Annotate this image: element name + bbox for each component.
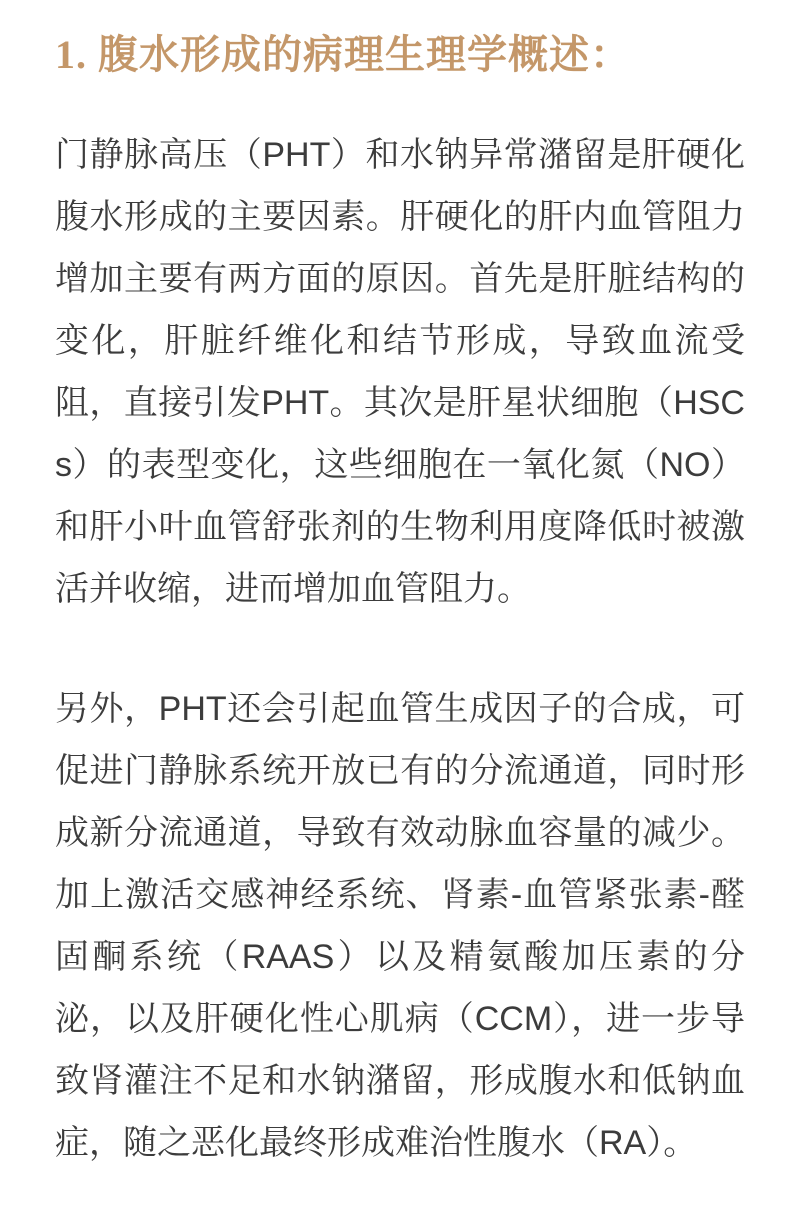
paragraph-pathophysiology-overview: 门静脉高压（PHT）和水钠异常潴留是肝硬化腹水形成的主要因素。肝硬化的肝内血管阻力增加主要有两方面的原因。首先是肝脏结构的变化，肝脏纤维化和结节形成，导致血流受阻，直接引发PHT。其次是肝星状细胞（HSCs）的表型变化，这些细胞在一氧化氮（NO）和肝小叶血管舒张剂的生物利用度降低时被激活并收缩，进而增加血管阻力。 bbox=[55, 136, 745, 608]
section-title: 1. 腹水形成的病理生理学概述： bbox=[55, 32, 631, 77]
paragraph-pht-consequences: 另外，PHT还会引起血管生成因子的合成，可促进门静脉系统开放已有的分流通道，同时形成新分流通道，导致有效动脉血容量的减少。加上激活交感神经系统、肾素-血管紧张素-醛固酮系统（RAAS）以及精氨酸加压素的分泌，以及肝硬化性心肌病（CCM），进一步导致肾灌注不足和水钠潴留，形成腹水和低钠血症，随之恶化最终形成难治性腹水（RA）。 bbox=[55, 690, 745, 1162]
